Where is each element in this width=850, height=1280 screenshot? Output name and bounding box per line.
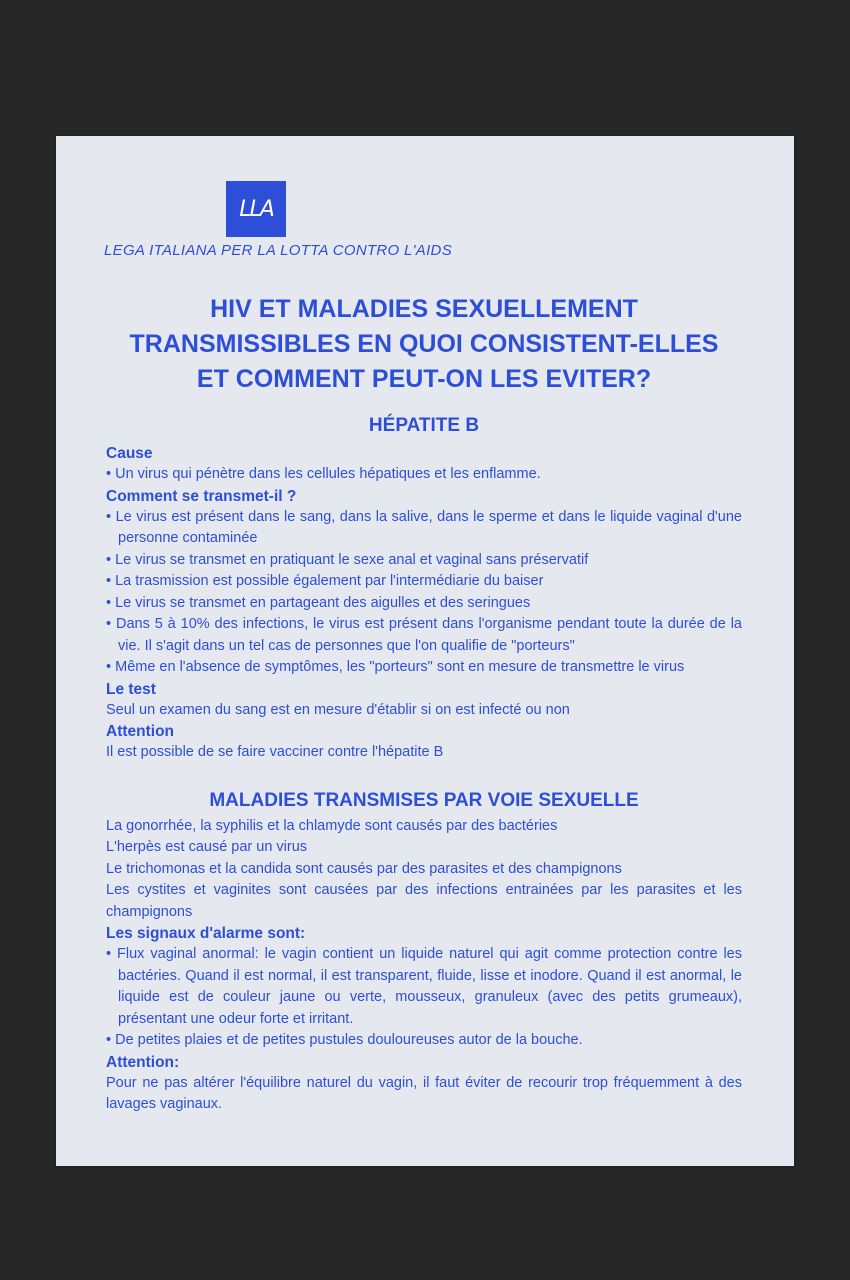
list-item: • Le virus est présent dans le sang, dans la salive, dans le sperme et dans le liquide vaginal d'une personne contaminée: [106, 507, 742, 550]
mst-line: Le trichomonas et la candida sont causés par des parasites et des champignons: [106, 860, 622, 877]
hepatite-heading: HÉPATITE B: [368, 415, 480, 436]
list-item: • La trasmission est possible également par l'intermédiarie du baiser: [106, 571, 742, 593]
leaflet-page: [56, 136, 794, 1166]
list-item: • Un virus qui pénètre dans les cellules hépatiques et les enflamme.: [106, 464, 742, 486]
test-text: Seul un examen du sang est en mesure d'établir si on est infecté ou non: [106, 701, 570, 718]
mst-line: L'herpès est causé par un virus: [106, 839, 308, 855]
list-item: • Le virus se transmet en partageant des aigulles et des seringues: [106, 593, 742, 615]
list-item: • Flux vaginal anormal: le vagin contient un liquide naturel qui agit comme protection contre les bactéries. Quand il est normal, il est transparent, fluide, lisse et inodore. Quand il est anormal, le liquide est de couleur jaune ou verte, mousseux, granuleux (avec des petits grumeaux), présentant une odeur forte et irritant.: [106, 944, 742, 1030]
mst-line: Les cystites et vaginites sont causées par des infections entrainées par les parasites et les champignons: [106, 882, 742, 920]
mst-heading: MALADIES TRANSMISES PAR VOIE SEXUELLE: [209, 789, 639, 811]
title-line: ET COMMENT PEUT-ON LES EVITER?: [196, 365, 652, 393]
cause-heading: Cause: [106, 445, 153, 462]
organization-name: LEGA ITALIANA PER LA LOTTA CONTRO L'AIDS: [104, 242, 452, 259]
transmission-heading: Comment se transmet-il ?: [106, 487, 297, 505]
attention-heading: Attention: [106, 723, 175, 740]
signals-list: [106, 944, 742, 1052]
cause-list: [106, 464, 742, 486]
title-line: HIV ET MALADIES SEXUELLEMENT: [210, 295, 638, 323]
main-title: [106, 288, 742, 397]
test-heading: Le test: [106, 680, 156, 698]
attention-text: Il est possible de se faire vacciner contre l'hépatite B: [106, 744, 444, 760]
title-line: TRANSMISSIBLES EN QUOI CONSISTENT-ELLES: [129, 330, 719, 358]
lila-logo: [226, 181, 286, 237]
leaflet-content: [106, 288, 742, 1116]
logo-mark: LLA: [239, 196, 273, 222]
mst-attention-heading: Attention:: [106, 1053, 180, 1071]
list-item: • Le virus se transmet en pratiquant le sexe anal et vaginal sans préservatif: [106, 550, 742, 572]
mst-line: La gonorrhée, la syphilis et la chlamyde sont causés par des bactéries: [106, 817, 558, 834]
list-item: • Même en l'absence de symptômes, les "porteurs" sont en mesure de transmettre le virus: [106, 657, 742, 679]
signals-heading: Les signaux d'alarme sont:: [106, 925, 306, 942]
list-item: • Dans 5 à 10% des infections, le virus est présent dans l'organisme pendant toute la durée de la vie. Il s'agit dans un tel cas de personnes que l'on qualifie de "porteurs": [106, 614, 742, 657]
list-item: • De petites plaies et de petites pustules douloureuses autor de la bouche.: [106, 1030, 742, 1052]
mst-attention-text: Pour ne pas altérer l'équilibre naturel du vagin, il faut éviter de recourir trop fréquemment à des lavages vaginaux.: [106, 1074, 742, 1112]
transmission-list: [106, 507, 742, 679]
